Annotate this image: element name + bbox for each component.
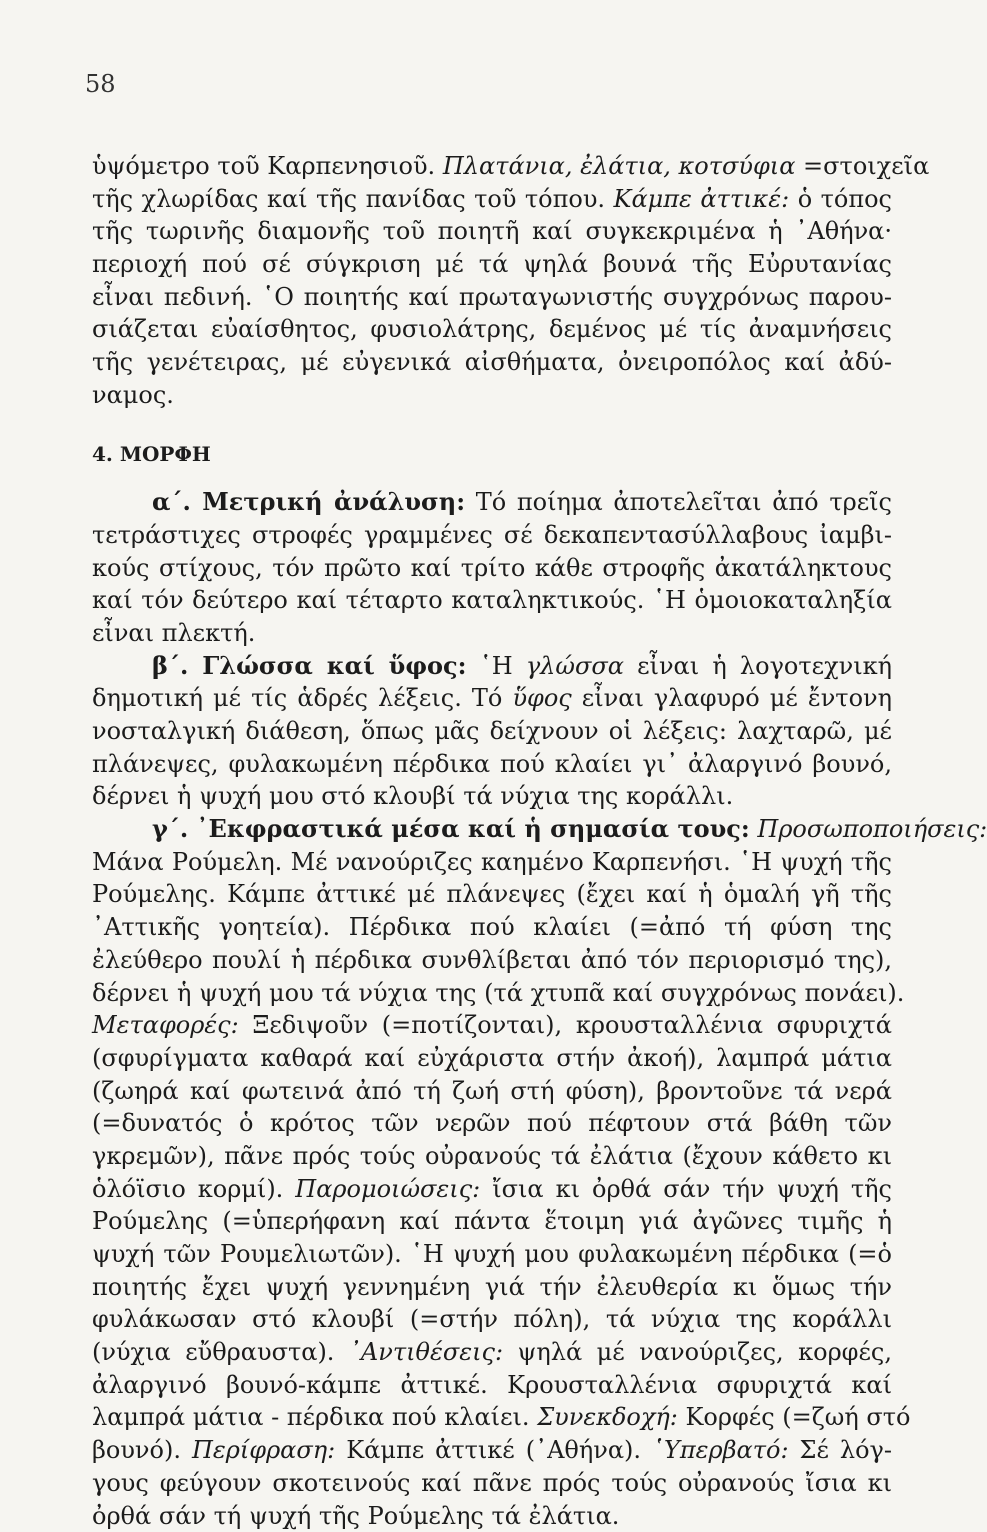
text-span: ὁ τόπος [789, 185, 892, 213]
text-line [92, 977, 892, 1010]
text-line [92, 150, 892, 183]
text-span: Μάνα Ρούμελη. Μέ νανούριζες καημένο Καρπενήσι. ῾Η ψυχή τῆς [92, 848, 892, 876]
text-span: =στοιχεῖα [795, 152, 929, 180]
page-number: 58 [85, 70, 116, 98]
text-span: β΄. Γλώσσα καί ὕφος: [152, 651, 467, 680]
text-span: εἶναι γλαφυρό μέ ἔντονη [572, 684, 892, 712]
text-line [92, 248, 892, 281]
text-span: νοσταλγική διάθεση, ὅπως μᾶς δείχνουν οἱ λέξεις: λαχταρῶ, μέ [92, 717, 892, 745]
text-span: Μεταφορές: [92, 1011, 239, 1039]
text-line [92, 944, 892, 977]
text-line [92, 438, 892, 471]
text-line [92, 519, 892, 552]
text-span: κούς στίχους, τόν πρῶτο καί τρίτο κάθε στροφῆς ἀκατάληκτους [92, 554, 892, 582]
text-line [92, 552, 892, 585]
text-line [92, 1205, 892, 1238]
text-span: ψηλά μέ νανούριζες, κορφές, [503, 1338, 892, 1366]
text-span: πλάνεψες, φυλακωμένη πέρδικα πού κλαίει γι᾿ ἀλαργινό βουνό, [92, 750, 892, 778]
text-span: ναμος. [92, 381, 174, 409]
text-span: εἶναι πλεκτή. [92, 619, 255, 647]
text-span: Πλατάνια, ἐλάτια, κοτσύφια [443, 152, 796, 180]
text-line [92, 379, 892, 412]
text-span: Κάμπε ἀττικέ (᾿Αθήνα). [335, 1436, 652, 1464]
text-span: ὀρθά σάν τή ψυχή τῆς Ρούμελης τά ἐλάτια. [92, 1502, 619, 1530]
text-line [92, 650, 892, 683]
body-text [92, 150, 892, 1532]
text-span: γκρεμῶν), πᾶνε πρός τούς οὐρανούς τά ἐλάτια (ἔχουν κάθετο κι [92, 1142, 892, 1170]
text-span: τῆς γενέτειρας, μέ εὐγενικά αἰσθήματα, ὀνειροπόλος καί ἀδύ- [92, 348, 892, 376]
text-line [92, 1500, 892, 1532]
text-line [92, 1467, 892, 1500]
text-span: Συνεκδοχή: [537, 1403, 678, 1431]
text-span: ποιητής ἔχει ψυχή γεννημένη γιά τήν ἐλευθερία κι ὅμως τήν [92, 1273, 892, 1301]
text-line [92, 1271, 892, 1304]
text-span: Ξεδιψοῦν (=ποτίζονται), κρουσταλλένια σφυριχτά [239, 1011, 892, 1039]
text-span: εἶναι ἡ λογοτεχνική [624, 652, 892, 680]
text-line [92, 346, 892, 379]
text-span: α΄. Μετρική ἀνάλυση: [152, 487, 465, 516]
text-span: βουνό). [92, 1436, 192, 1464]
text-line [92, 1336, 892, 1369]
text-span: ψυχή τῶν Ρουμελιωτῶν). ῾Η ψυχή μου φυλακωμένη πέρδικα (=ὁ [92, 1240, 892, 1268]
text-span: Ρούμελης. Κάμπε ἀττικέ μέ πλάνεψες (ἔχει καί ἡ ὁμαλή γῆ τῆς [92, 880, 892, 908]
text-line [92, 813, 892, 846]
text-line [92, 1238, 892, 1271]
text-line [92, 780, 892, 813]
text-span: ὕφος [512, 684, 571, 712]
text-span: ὑψόμετρο τοῦ Καρπενησιοῦ. [92, 152, 443, 180]
text-span: ῾Υπερβατό: [652, 1436, 789, 1464]
text-line [92, 183, 892, 216]
text-span: ᾿Αττικῆς γοητεία). Πέρδικα πού κλαίει (=ἀπό τή φύση της [92, 913, 892, 941]
text-line [92, 846, 892, 879]
text-span: Περίφραση: [192, 1436, 335, 1464]
text-span: δημοτική μέ τίς ἁδρές λέξεις. Τό [92, 684, 512, 712]
text-span: καί τόν δεύτερο καί τέταρτο καταληκτικούς. ῾Η ὁμοιοκαταληξία [92, 586, 892, 614]
text-span: (ζωηρά καί φωτεινά ἀπό τή ζωή στή φύση), βροντοῦνε τά νερά [92, 1077, 892, 1105]
text-span: τετράστιχες στροφές γραμμένες σέ δεκαπεντασύλλαβους ἰαμβι- [92, 521, 892, 549]
text-span: ᾿Αντιθέσεις: [349, 1338, 503, 1366]
text-line [92, 715, 892, 748]
text-line [92, 1075, 892, 1108]
text-span: ὁλόϊσιο κορμί). [92, 1175, 295, 1203]
text-span: γους φεύγουν σκοτεινούς καί πᾶνε πρός τούς οὐρανούς ἴσια κι [92, 1469, 892, 1497]
text-span: Ρούμελης (=ὑπερήφανη καί πάντα ἕτοιμη γιά ἀγῶνες τιμῆς ἡ [92, 1207, 892, 1235]
text-line [92, 584, 892, 617]
text-span: ῾Η [467, 652, 526, 680]
text-line [92, 1401, 892, 1434]
text-span: τῆς χλωρίδας καί τῆς πανίδας τοῦ τόπου. [92, 185, 614, 213]
text-line [92, 1042, 892, 1075]
text-line [92, 1303, 892, 1336]
text-span: Παρομοιώσεις: [295, 1175, 480, 1203]
text-line [92, 1140, 892, 1173]
text-span: εἶναι πεδινή. ῾Ο ποιητής καί πρωταγωνιστής συγχρόνως παρου- [92, 283, 892, 311]
text-span: τῆς τωρινῆς διαμονῆς τοῦ ποιητῆ καί συγκεκριμένα ἡ ᾿Αθήνα· [92, 217, 892, 245]
text-span: σιάζεται εὐαίσθητος, φυσιολάτρης, δεμένος μέ τίς ἀναμνήσεις [92, 315, 892, 343]
text-line [92, 1369, 892, 1402]
text-span: (=δυνατός ὁ κρότος τῶν νερῶν πού πέφτουν στά βάθη τῶν [92, 1109, 892, 1137]
text-span: Κορφές (=ζωή στό [678, 1403, 911, 1431]
text-line [92, 215, 892, 248]
text-span: ἀλαργινό βουνό-κάμπε ἀττικέ. Κρουσταλλένια σφυριχτά καί [92, 1371, 892, 1399]
text-span: ἐλεύθερο πουλί ἡ πέρδικα συνθλίβεται ἀπό τόν περιορισμό της), [92, 946, 892, 974]
text-span: Προσωποποιήσεις: [757, 815, 987, 843]
text-span: περιοχή πού σέ σύγκριση μέ τά ψηλά βουνά τῆς Εὐρυτανίας [92, 250, 892, 278]
text-span: Κάμπε ἀττικέ: [614, 185, 790, 213]
text-line [92, 911, 892, 944]
text-line [92, 617, 892, 650]
text-span: δέρνει ἡ ψυχή μου στό κλουβί τά νύχια της κοράλλι. [92, 782, 733, 810]
text-line [92, 1434, 892, 1467]
text-line [92, 281, 892, 314]
text-line [92, 748, 892, 781]
text-span: Σέ λόγ- [789, 1436, 892, 1464]
text-line [92, 486, 892, 519]
text-line [92, 1009, 892, 1042]
text-span: γ΄. ᾿Εκφραστικά μέσα καί ἡ σημασία τους: [152, 814, 750, 843]
text-span: (νύχια εὔθραυστα). [92, 1338, 349, 1366]
text-span: Τό ποίημα ἀποτελεῖται ἀπό τρεῖς [465, 488, 892, 516]
text-span: 4. ΜΟΡΦΗ [92, 442, 211, 466]
text-span: φυλάκωσαν στό κλουβί (=στήν πόλη), τά νύχια της κοράλλι [92, 1305, 892, 1333]
text-span: (σφυρίγματα καθαρά καί εὐχάριστα στήν ἀκοή), λαμπρά μάτια [92, 1044, 892, 1072]
text-span: δέρνει ἡ ψυχή μου τά νύχια της (τά χτυπᾶ καί συγχρόνως πονάει). [92, 979, 904, 1007]
text-span: λαμπρά μάτια - πέρδικα πού κλαίει. [92, 1403, 537, 1431]
text-line [92, 1173, 892, 1206]
text-span: γλώσσα [526, 652, 624, 680]
text-span: ἴσια κι ὀρθά σάν τήν ψυχή τῆς [480, 1175, 892, 1203]
text-line [92, 682, 892, 715]
text-line [92, 878, 892, 911]
text-line [92, 313, 892, 346]
text-line [92, 1107, 892, 1140]
